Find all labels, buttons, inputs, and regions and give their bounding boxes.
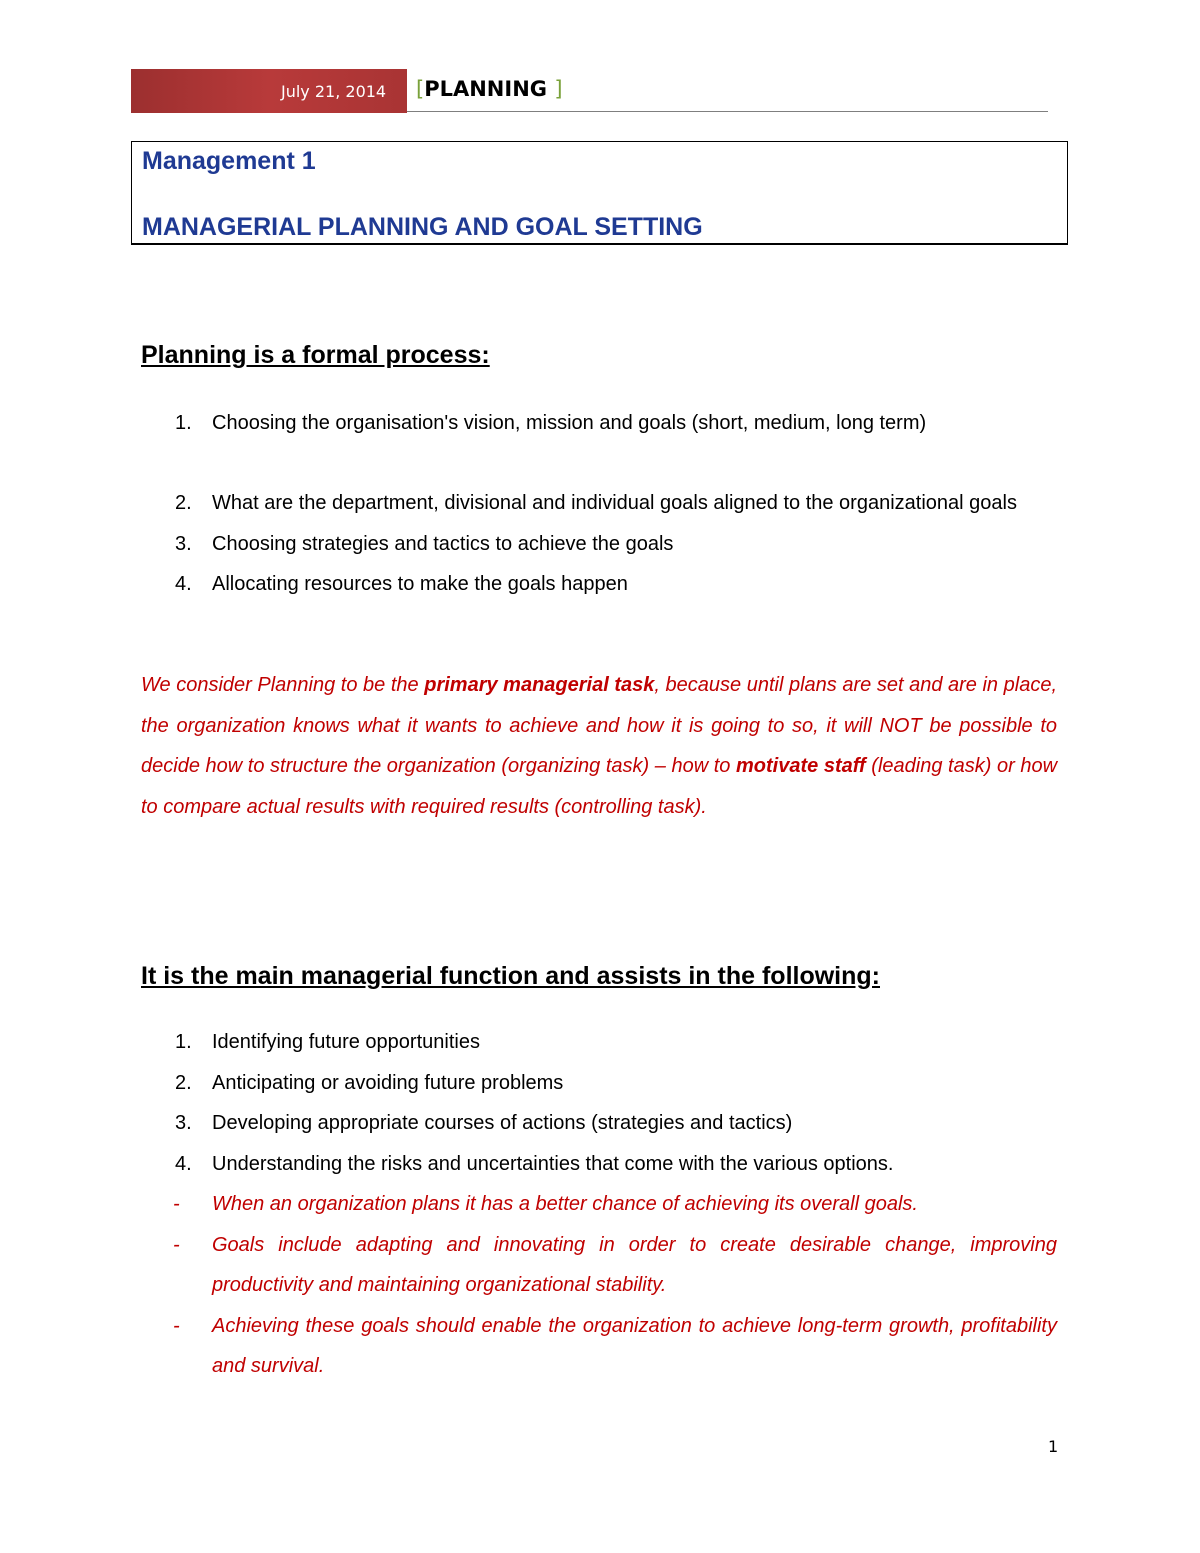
list-item-text: Identifying future opportunities xyxy=(212,1031,480,1053)
section1-heading: Planning is a formal process: xyxy=(141,341,490,369)
list-item xyxy=(141,403,1057,444)
header-bracket-close: ] xyxy=(554,77,563,101)
para-bold-motivate-staff: motivate staff xyxy=(736,755,866,777)
list-item-number: 3. xyxy=(175,1112,192,1134)
header-title xyxy=(416,77,563,101)
bullet-item xyxy=(141,1225,1057,1306)
list-item-number: 4. xyxy=(175,1152,192,1175)
list-item xyxy=(141,524,1057,565)
list-item xyxy=(141,1022,1057,1063)
para-text: , because until plans are set and are in place, the organization knows what it wants to achieve and how it is going to so, it will NOT be possible to decide how to structure the organization (organizing task) – how to xyxy=(141,674,1057,777)
list-item-text: Allocating resources to make the goals happen xyxy=(212,573,628,595)
para-text: We consider Planning to be the xyxy=(141,674,425,696)
section2-list xyxy=(141,1022,1057,1387)
list-item-number: 3. xyxy=(175,532,192,555)
document-title: MANAGERIAL PLANNING AND GOAL SETTING xyxy=(142,213,703,241)
bullet-dash: - xyxy=(173,1233,180,1256)
bullet-dash: - xyxy=(173,1314,180,1337)
list-item-number: 1. xyxy=(175,412,192,434)
bullet-text: When an organization plans it has a better chance of achieving its overall goals. xyxy=(212,1193,918,1215)
bullet-item xyxy=(141,1184,1057,1225)
list-item xyxy=(141,483,1057,524)
section1-list xyxy=(141,403,1057,444)
bullet-dash: - xyxy=(173,1193,180,1215)
list-item xyxy=(141,564,1057,605)
section1-list-cont xyxy=(141,483,1057,605)
list-item xyxy=(141,1063,1057,1104)
bullet-item xyxy=(141,1306,1057,1387)
list-item-text: Understanding the risks and uncertainties that come with the various options. xyxy=(212,1152,894,1175)
course-title: Management 1 xyxy=(142,147,316,175)
list-item-number: 2. xyxy=(175,1071,192,1094)
list-item-text: Developing appropriate courses of actions (strategies and tactics) xyxy=(212,1112,793,1134)
list-item-text: Anticipating or avoiding future problems xyxy=(212,1071,564,1094)
header-rule xyxy=(407,111,1048,112)
header-title-text: PLANNING xyxy=(424,77,555,101)
title-box xyxy=(131,141,1068,245)
list-item-text: Choosing strategies and tactics to achieve the goals xyxy=(212,532,674,555)
list-item-number: 4. xyxy=(175,573,192,595)
bullet-text: Goals include adapting and innovating in order to create desirable change, improving productivity and maintaining organizational stability. xyxy=(212,1233,1057,1296)
list-item-text: Choosing the organisation's vision, mission and goals (short, medium, long term) xyxy=(212,412,927,434)
section2-heading: It is the main managerial function and assists in the following: xyxy=(141,962,880,990)
para-text: (leading task) or how to compare actual results with required results (controlling task). xyxy=(141,755,1058,818)
bullet-text: Achieving these goals should enable the organization to achieve long-term growth, profitability and survival. xyxy=(212,1314,1057,1377)
list-item-text: What are the department, divisional and individual goals aligned to the organizational goals xyxy=(212,492,1017,514)
header-date: July 21, 2014 xyxy=(281,82,387,101)
list-item-number: 2. xyxy=(175,492,192,514)
header-bracket-open: [ xyxy=(416,77,425,101)
planning-paragraph xyxy=(141,665,1057,827)
list-item xyxy=(141,1144,1057,1185)
para-bold-primary-task: primary managerial task xyxy=(424,674,655,696)
page-number: 1 xyxy=(1048,1437,1059,1456)
list-item-number: 1. xyxy=(175,1031,192,1053)
list-item xyxy=(141,1103,1057,1144)
